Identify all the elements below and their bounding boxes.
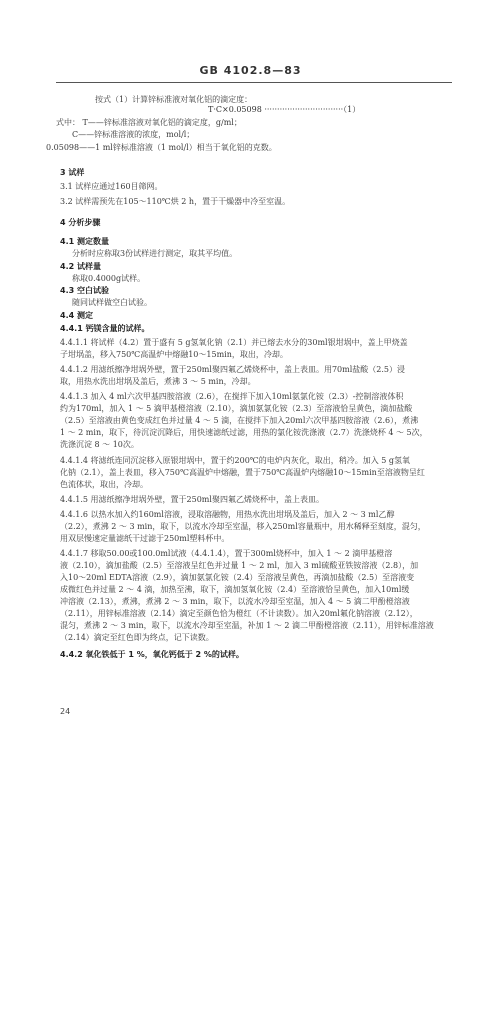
para-4-4-1-1-line-2: 子坩埚盖，移入750℃高温炉中熔融10～15min，取出，冷却。: [60, 350, 288, 359]
standard-code-header: GB 4102.8—83: [199, 64, 302, 77]
para-4-4-1-5: 4.4.1.5 用滤纸擦净坩埚外壁，置于250ml聚四氟乙烯烧杯中，盖上表皿。: [60, 495, 324, 504]
para-4-4-1-1-line-1: 4.4.1.1 将试样（4.2）置于盛有 5 g氢氧化钠（2.1）并已熔去水分的30ml银坩埚中，盖上甲烧盖: [60, 338, 408, 347]
para-4-4-1-7-line-2: 液（2.10），滴加盐酸（2.5）至溶液呈红色并过量 1 ～ 2 ml，加入 3 ml硫酸亚铁铵溶液（2.8），加: [60, 561, 419, 570]
para-4-4-1-4-line-2: 化钠（2.1），盖上表皿，移入750℃高温炉中熔融，置于750℃高温炉内熔融10～15min至溶液物呈红: [60, 468, 425, 477]
para-3-2: 3.2 试样需预先在105～110℃烘 2 h，置于干燥器中冷至室温。: [60, 197, 291, 206]
heading-4-4: 4.4 测定: [60, 311, 93, 320]
para-4-2: 称取0.4000g试样。: [72, 274, 146, 283]
formula-line: T·C×0.05098 ·······························（1）: [208, 105, 361, 114]
para-4-4-1-7-line-7: 混匀，煮沸 2 ～ 3 min，取下，以流水冷却至室温，补加 1 ～ 2 滴二甲酚橙溶液（2.11），用锌标准溶液: [60, 621, 434, 630]
where-line-3: 0.05098——1 ml锌标准溶液（1 mol/l）相当于氧化铝的克数。: [46, 143, 277, 152]
para-4-4-1-7-line-5: 冲溶液（2.13），煮沸，煮沸 2 ～ 3 min，取下，以流水冷却至室温，加入 4 ～ 5 滴二甲酚橙溶液: [60, 597, 410, 606]
para-4-4-1-7-line-3: 入10～20ml EDTA溶液（2.9），滴加氨氯化铵（2.4）至溶液呈黄色，再滴加盐酸（2.5）至溶液变: [60, 573, 415, 582]
para-4-4-1-3-line-5: 洗涤沉淀 8 ～ 10次。: [60, 440, 139, 449]
heading-4-2: 4.2 试样量: [60, 262, 101, 271]
para-4-4-1-7-line-6: （2.11），用锌标准溶液（2.14）滴定至颜色恰为橙红（不计读数）。加入20ml氟化钠溶液（2.12），: [60, 609, 418, 618]
para-4-4-1-3-line-1: 4.4.1.3 加入 4 ml六次甲基四胺溶液（2.6），在搅拌下加入10ml氨氯化铵（2.3）-控制溶液体积: [60, 392, 404, 401]
para-4-4-1-3-line-3: （2.5）至溶液由黄色变成红色并过量 4 ～ 5 滴，在搅拌下加入20ml六次甲基四胺溶液（2.6），煮沸: [60, 416, 419, 425]
para-4-4-1-4-line-1: 4.4.1.4 将滤纸连同沉淀移入原银坩埚中，置于约200℃的电炉内灰化，取出，稍冷。加入 5 g氢氧: [60, 456, 411, 465]
para-4-4-1-6-line-3: 用双层慢速定量滤纸干过滤于250ml塑料杯中。: [60, 534, 230, 543]
formula-intro: 按式（1）计算锌标准液对氧化铝的滴定度：: [95, 95, 253, 104]
para-4-4-1-2-line-1: 4.4.1.2 用滤纸擦净坩埚外壁，置于250ml聚四氟乙烯烧杯中，盖上表皿。用70ml盐酸（2.5）浸: [60, 365, 405, 374]
para-4-4-1-3-line-2: 约为170ml，加入 1 ～ 5 滴甲基橙溶液（2.10），滴加氨氯化铵（2.3）至溶液恰呈黄色，滴加盐酸: [60, 404, 413, 413]
para-4-4-1-7-line-8: （2.14）滴定至红色即为终点，记下读数。: [60, 633, 214, 642]
para-4-3: 随同试样做空白试验。: [72, 298, 152, 307]
where-line-2: C——锌标准溶液的浓度，mol/l；: [72, 130, 195, 139]
para-4-4-1-4-line-3: 色流体状，取出，冷却。: [60, 480, 148, 489]
heading-4-4-2: 4.4.2 氧化铁低于 1 %，氧化钙低于 2 %的试样。: [60, 650, 244, 659]
para-4-1: 分析时应称取3份试样进行测定，取其平均值。: [72, 249, 238, 258]
header-rule: [56, 82, 452, 83]
heading-4-4-1: 4.4.1 钙镁含量的试样。: [60, 324, 150, 333]
para-4-4-1-6-line-1: 4.4.1.6 以热水加入约160ml溶液，浸取溶融物，用热水洗出坩埚及盖后，加入 2 ～ 3 ml乙醇: [60, 510, 395, 519]
para-3-1: 3.1 试样应通过160目筛网。: [60, 182, 163, 191]
section-3-heading: 3 试样: [60, 168, 85, 177]
heading-4-3: 4.3 空白试验: [60, 286, 109, 295]
para-4-4-1-7-line-1: 4.4.1.7 移取50.00或100.0ml试液（4.4.1.4），置于300ml烧杯中，加入 1 ～ 2 滴甲基橙溶: [60, 549, 393, 558]
heading-4-1: 4.1 测定数量: [60, 237, 109, 246]
page-number: 24: [60, 707, 71, 716]
where-line-1: 式中： T——锌标准溶液对氧化铝的滴定度，g/ml；: [56, 118, 242, 127]
para-4-4-1-6-line-2: （2.2），煮沸 2 ～ 3 min，取下，以流水冷却至室温，移入250ml容量瓶中，用水稀释至刻度，混匀，: [60, 522, 426, 531]
para-4-4-1-2-line-2: 取，用热水洗出坩埚及盖后，煮沸 3 ～ 5 min，冷却。: [60, 377, 256, 386]
para-4-4-1-3-line-4: 1 ～ 2 min，取下，待沉淀沉降后，用快速滤纸过滤，用热的氯化铵洗涤液（2.7）洗涤烧杯 4 ～ 5次，: [60, 428, 428, 437]
section-4-heading: 4 分析步骤: [60, 218, 101, 227]
para-4-4-1-7-line-4: 成微红色并过量 2 ～ 4 滴，加热至沸，取下，滴加氢氧化铵（2.4）至溶液恰呈黄色，加入10ml缓: [60, 585, 410, 594]
